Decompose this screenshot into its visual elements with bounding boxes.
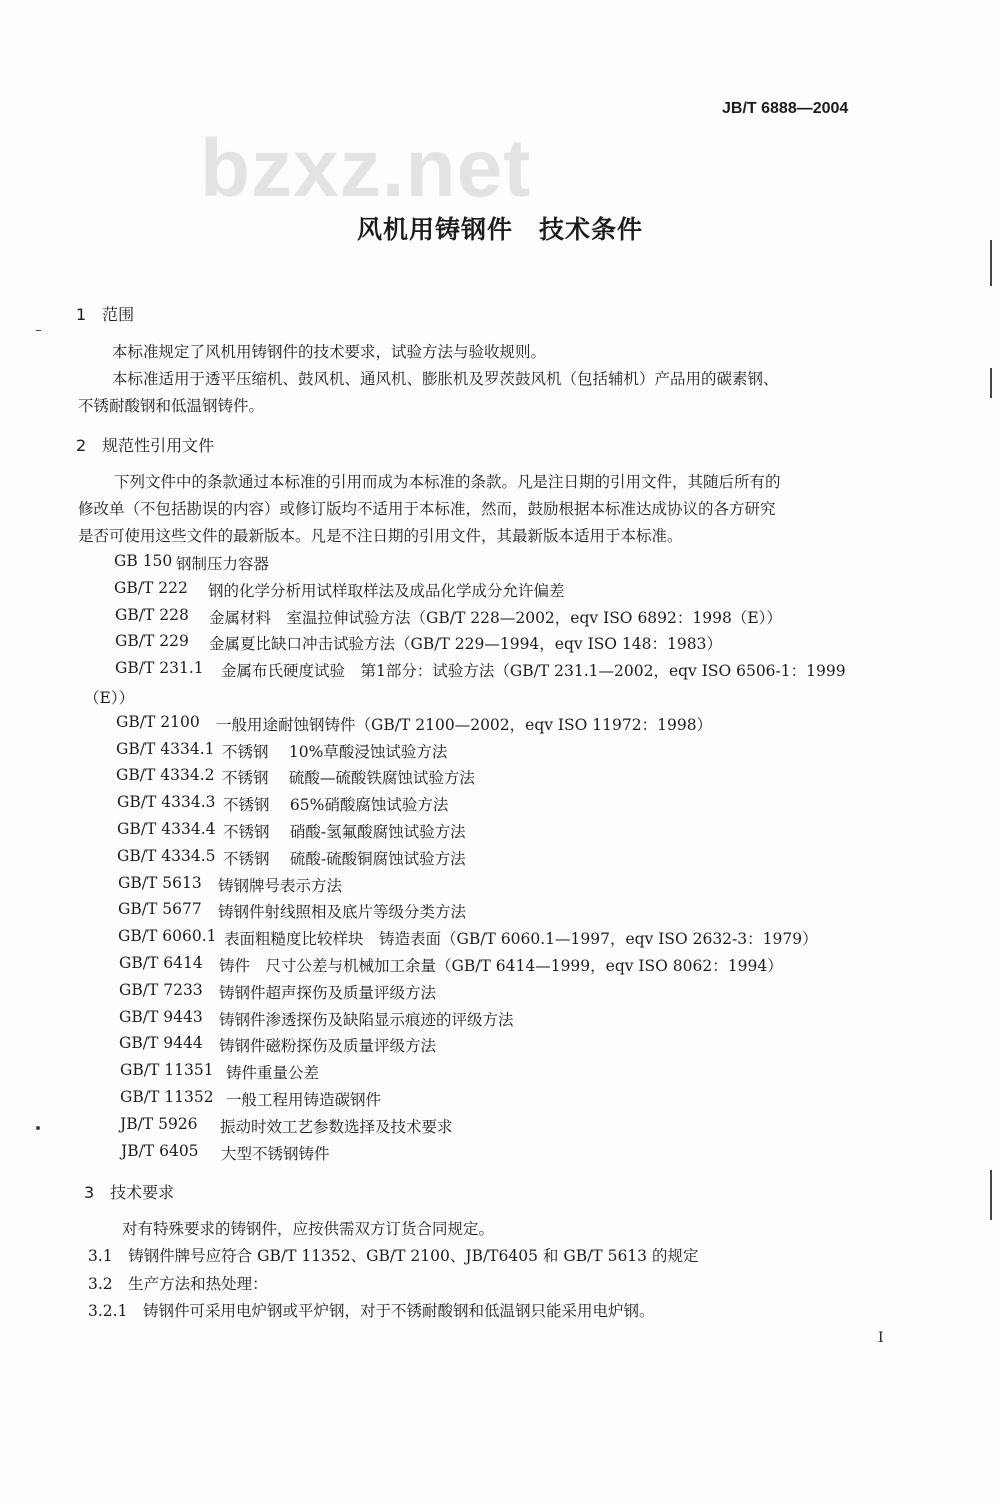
reference-code: GB/T 4334.4 [117,820,216,838]
reference-code: GB/T 4334.1 [116,739,215,758]
document-title: 风机用铸钢件 技术条件 [356,215,643,244]
reference-title: 表面粗糙度比较样块 铸造表面（GB/T 6060.1—1997，eqv ISO 2632-3：1979） [224,930,818,949]
reference-title-continuation: （E）） [84,689,135,707]
reference-title: 金属夏比缺口冲击试验方法（GB/T 229—1994，eqv ISO 148：1983） [209,635,722,654]
reference-code: GB/T 5677 [118,900,202,919]
reference-code: GB/T 9443 [119,1007,203,1026]
section-2-heading: 2 规范性引用文件 [76,436,215,455]
page-number: I [878,1330,884,1346]
reference-code: GB/T 11352 [120,1088,214,1106]
reference-title: 不锈钢 硝酸-氢氟酸腐蚀试验方法 [223,823,466,841]
reference-title: 铸钢牌号表示方法 [218,876,343,895]
scan-mark [990,1170,992,1220]
reference-title: 金属布氏硬度试验 第1部分：试验方法（GB/T 231.1—2002，eqv ISO 6506-1：1999 [221,662,846,681]
reference-code: GB/T 4334.3 [117,793,216,812]
reference-code: GB 150 [114,552,173,570]
reference-code: GB/T 222 [114,578,188,597]
clause-3-1: 3.1 铸钢件牌号应符合 GB/T 11352、GB/T 2100、JB/T6405 和 GB/T 5613 的规定 [88,1247,699,1265]
reference-code: GB/T 229 [115,632,189,651]
scan-dot [36,1126,40,1130]
reference-title: 铸钢件射线照相及底片等级分类方法 [218,903,467,922]
section-1-paragraph-2-line-1: 本标准适用于透平压缩机、鼓风机、通风机、膨胀机及罗茨鼓风机（包括辅机）产品用的碳素钢、 [112,370,779,388]
reference-title: 不锈钢 65%硝酸腐蚀试验方法 [223,796,449,815]
reference-title: 铸件重量公差 [226,1064,320,1083]
section-2-intro-line-2: 修改单（不包括勘误的内容）或修订版均不适用于本标准，然而，鼓励根据本标准达成协议的各方研究 [78,500,776,518]
reference-title: 钢的化学分析用试样取样法及成品化学成分允许偏差 [208,581,565,600]
reference-title: 一般用途耐蚀钢铸件（GB/T 2100—2002，eqv ISO 11972：1998） [216,715,713,734]
watermark: bzxz.net [200,123,532,214]
reference-code: JB/T 5926 [120,1114,198,1133]
clause-3-2-1: 3.2.1 铸钢件可采用电炉钢或平炉钢，对于不锈耐酸钢和低温钢只能采用电炉钢。 [88,1302,655,1320]
reference-code: GB/T 4334.2 [116,766,215,785]
scan-dash [36,330,41,331]
reference-code: GB/T 231.1 [115,659,204,678]
reference-title: 钢制压力容器 [176,555,270,573]
reference-code: GB/T 5613 [118,873,202,892]
reference-title: 铸件 尺寸公差与机械加工余量（GB/T 6414—1999，eqv ISO 8062：1994） [219,957,783,975]
scan-mark [990,368,992,398]
section-1-paragraph-1: 本标准规定了风机用铸钢件的技术要求，试验方法与验收规则。 [112,343,547,361]
reference-code: GB/T 6414 [119,954,203,972]
reference-title: 铸钢件超声探伤及质量评级方法 [219,983,437,1002]
section-2-intro-line-1: 下列文件中的条款通过本标准的引用而成为本标准的条款。凡是注日期的引用文件，其随后所有的 [114,473,781,491]
reference-title: 铸钢件渗透探伤及缺陷显示痕迹的评级方法 [219,1010,514,1029]
scan-mark [990,240,992,286]
section-1-paragraph-2-line-2: 不锈耐酸钢和低温钢铸件。 [78,397,265,415]
standard-number: JB/T 6888—2004 [722,100,849,117]
reference-code: JB/T 6405 [121,1141,199,1160]
section-3-heading: 3 技术要求 [84,1183,175,1202]
reference-title: 不锈钢 10%草酸浸蚀试验方法 [222,742,448,761]
reference-title: 金属材料 室温拉伸试验方法（GB/T 228—2002，eqv ISO 6892：1998（E）） [209,608,782,627]
reference-code: GB/T 7233 [119,980,203,999]
reference-code: GB/T 228 [115,605,189,624]
reference-title: 不锈钢 硫酸-硫酸铜腐蚀试验方法 [223,849,466,868]
clause-3-2: 3.2 生产方法和热处理： [88,1275,268,1293]
section-3-paragraph-1: 对有特殊要求的铸钢件，应按供需双方订货合同规定。 [122,1220,495,1238]
reference-title: 大型不锈钢铸件 [221,1144,330,1163]
reference-title: 振动时效工艺参数选择及技术要求 [220,1117,453,1136]
reference-title: 不锈钢 硫酸—硫酸铁腐蚀试验方法 [222,769,475,788]
reference-code: GB/T 11351 [120,1061,214,1080]
section-1-heading: 1 范围 [76,305,135,324]
reference-code: GB/T 6060.1 [118,927,217,946]
reference-code: GB/T 2100 [116,712,200,731]
reference-title: 一般工程用铸造碳钢件 [226,1091,382,1109]
reference-code: GB/T 9444 [119,1034,203,1053]
section-2-intro-line-3: 是否可使用这些文件的最新版本。凡是不注日期的引用文件，其最新版本适用于本标准。 [78,527,683,545]
reference-title: 铸钢件磁粉探伤及质量评级方法 [219,1037,437,1056]
reference-code: GB/T 4334.5 [117,846,216,865]
